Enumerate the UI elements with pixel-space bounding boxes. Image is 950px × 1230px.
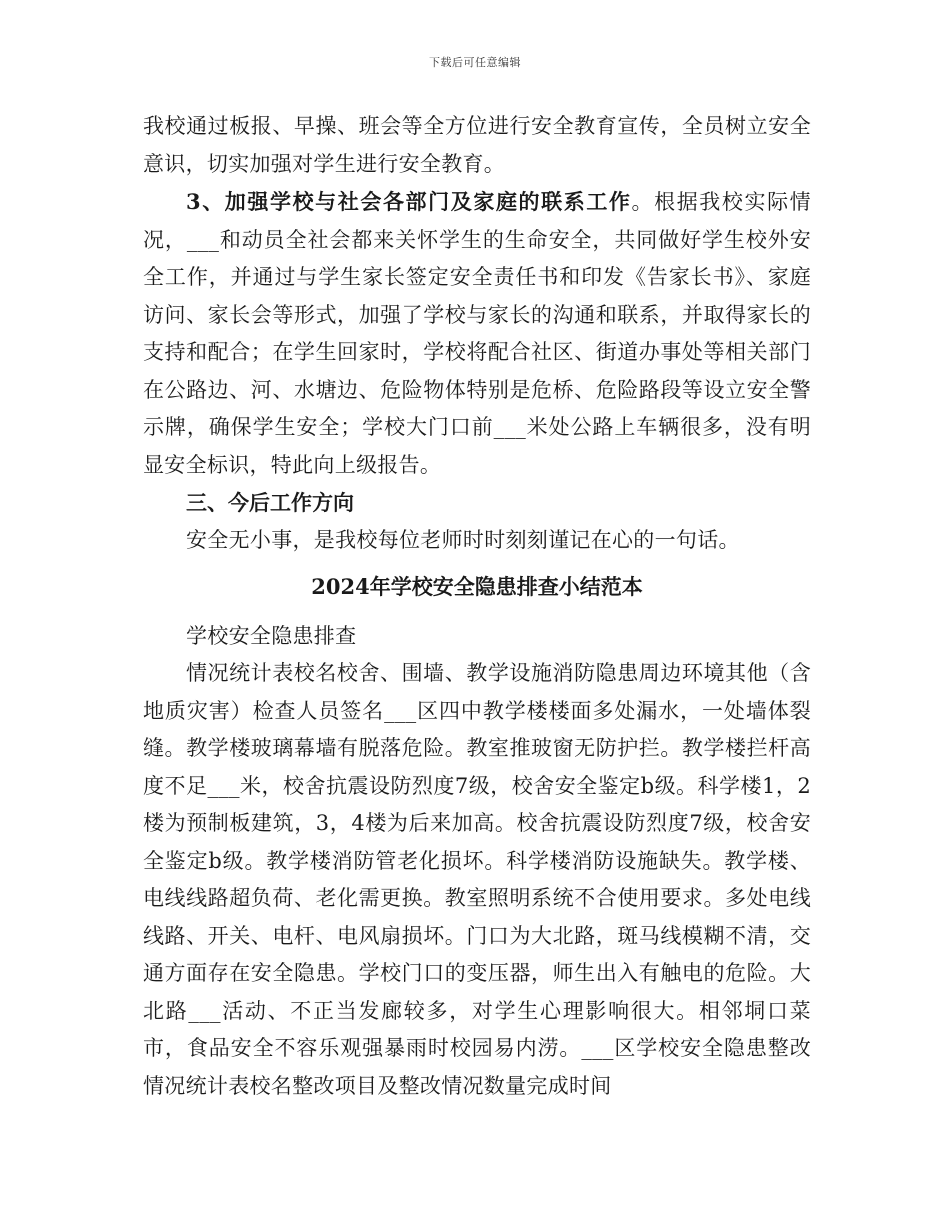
paragraph-body: 。根据我校实际情况，___和动员全社会都来关怀学生的生命安全，共同做好学生校外安全工作，并通过与学生家长签定安全责任书和印发《告家长书》、家庭访问、家长会等形式，加强了学校与家长的沟通和联系，并取得家长的支持和配合；在学生回家时，学校将配合社区、街道办事处等相关部门在公路边、河、水塘边、危险物体特别是危桥、危险路段等设立安全警示牌，确保学生安全；学校大门口前___米处公路上车辆很多，没有明显安全标识，特此向上级报告。 [143, 190, 811, 477]
paragraph-hazard-details: 情况统计表校名校舍、围墙、教学设施消防隐患周边环境其他（含地质灾害）检查人员签名___区四中教学楼楼面多处漏水，一处墙体裂缝。教学楼玻璃幕墙有脱落危险。教室推玻窗无防护拦。教学楼拦杆高度不足___米，校舍抗震设防烈度7级，校舍安全鉴定b级。科学楼1，2楼为预制板建筑，3，4楼为后来加高。校舍抗震设防烈度7级，校舍安全鉴定b级。教学楼消防管老化损坏。科学楼消防设施缺失。教学楼、电线线路超负荷、老化需更换。教室照明系统不合使用要求。多处电线线路、开关、电杆、电风扇损坏。门口为大北路，斑马线模糊不清，交通方面存在安全隐患。学校门口的变压器，师生出入有触电的危险。大北路___活动、不正当发廊较多，对学生心理影响很大。相邻垌口菜市，食品安全不容乐观强暴雨时校园易内涝。___区学校安全隐患整改情况统计表校名整改项目及整改情况数量完成时间 [143, 661, 811, 1098]
page-header: 下载后可任意编辑 [429, 56, 521, 69]
heading-future-work: 三、今后工作方向 [186, 490, 354, 515]
paragraph-subtitle: 学校安全隐患排查 [186, 623, 357, 648]
paragraph-community-family-liaison [143, 183, 811, 484]
document-body [143, 108, 811, 1105]
paragraph-safety-education: 我校通过板报、早操、班会等全方位进行安全教育宣传，全员树立安全意识，切实加强对学生进行安全教育。 [143, 114, 811, 176]
paragraph-safety-motto: 安全无小事，是我校每位老师时时刻刻谨记在心的一句话。 [186, 527, 740, 552]
section-title: 2024年学校安全隐患排查小结范本 [311, 574, 643, 599]
paragraph-lead-bold: 3、加强学校与社会各部门及家庭的联系工作 [186, 189, 632, 214]
